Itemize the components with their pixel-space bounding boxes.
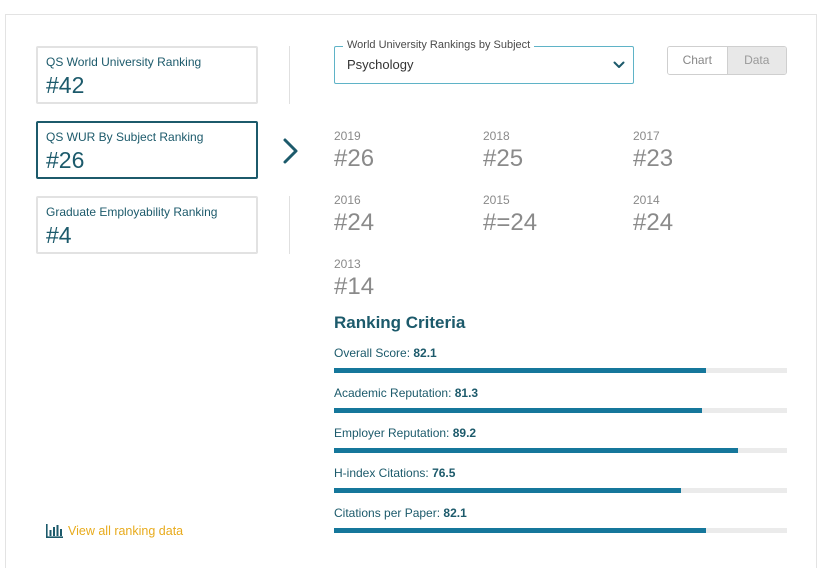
criterion-bar-fill (334, 408, 702, 413)
criterion-label: Citations per Paper: (334, 506, 441, 520)
criterion-bar-fill (334, 448, 738, 453)
year-rank-value: #14 (334, 273, 375, 300)
ranking-card-subject[interactable] (36, 121, 258, 179)
year-label: 2017 (633, 129, 660, 143)
year-rank-value: #=24 (483, 209, 538, 236)
year-rank (334, 129, 474, 173)
ranking-card-value: #4 (46, 222, 72, 248)
criterion-label: H-index Citations: (334, 466, 429, 480)
chevron-right-icon (281, 137, 301, 165)
subject-select-legend: World University Rankings by Subject (343, 39, 534, 51)
ranking-card-value: #42 (46, 72, 85, 98)
criterion-bar-track (334, 528, 787, 533)
chevron-down-icon (613, 60, 625, 70)
divider (289, 196, 290, 254)
criterion-score: 81.3 (454, 386, 479, 400)
criterion-h-index-citations (334, 466, 787, 480)
criterion-score: 82.1 (413, 346, 437, 360)
ranking-criteria-title: Ranking Criteria (334, 313, 466, 332)
view-toggle (667, 46, 787, 75)
ranking-card-label: QS World University Ranking (46, 55, 202, 69)
criterion-score: 89.2 (452, 426, 477, 440)
criterion-bar-fill (334, 368, 706, 373)
ranking-card-value: #26 (46, 147, 85, 173)
divider (289, 46, 290, 104)
subject-select[interactable] (334, 39, 634, 84)
year-rank-value: #24 (334, 209, 375, 236)
criterion-overall-score (334, 346, 787, 360)
year-label: 2014 (633, 193, 660, 207)
year-rank-value: #26 (334, 145, 375, 172)
ranking-card-label: Graduate Employability Ranking (46, 205, 218, 219)
criterion-label: Employer Reputation: (334, 426, 450, 440)
criterion-bar-track (334, 368, 787, 373)
criterion-bar-track (334, 408, 787, 413)
view-all-ranking-data-link[interactable] (45, 523, 183, 539)
criterion-score: 82.1 (443, 506, 467, 520)
year-rank (334, 193, 474, 237)
chart-view-button[interactable]: Chart (668, 47, 727, 74)
year-label: 2018 (483, 129, 510, 143)
criterion-bar-track (334, 488, 787, 493)
year-label: 2016 (334, 193, 361, 207)
ranking-card-label: QS WUR By Subject Ranking (46, 130, 204, 144)
criterion-citations-per-paper (334, 506, 787, 520)
criterion-bar-fill (334, 488, 681, 493)
ranking-card-employability[interactable] (36, 196, 258, 254)
year-rank-value: #23 (633, 145, 674, 172)
year-label: 2019 (334, 129, 361, 143)
criterion-score: 76.5 (432, 466, 456, 480)
criterion-label: Overall Score: (334, 346, 411, 360)
bar-chart-icon (45, 524, 63, 538)
year-rank (483, 129, 623, 173)
criterion-bar-track (334, 448, 787, 453)
year-label: 2013 (334, 257, 361, 271)
year-rank-value: #24 (633, 209, 674, 236)
year-label: 2015 (483, 193, 510, 207)
year-rank (334, 257, 474, 301)
data-view-button[interactable]: Data (727, 47, 787, 74)
subject-select-value: Psychology (347, 57, 414, 72)
view-all-ranking-data-label: View all ranking data (68, 524, 184, 538)
criterion-bar-fill (334, 528, 706, 533)
year-rank (633, 129, 773, 173)
criterion-label: Academic Reputation: (334, 386, 452, 400)
year-rank (483, 193, 623, 237)
criterion-academic-reputation (334, 386, 787, 400)
year-rank (633, 193, 773, 237)
ranking-card-world[interactable] (36, 46, 258, 104)
criterion-employer-reputation (334, 426, 787, 440)
year-rank-value: #25 (483, 145, 524, 172)
